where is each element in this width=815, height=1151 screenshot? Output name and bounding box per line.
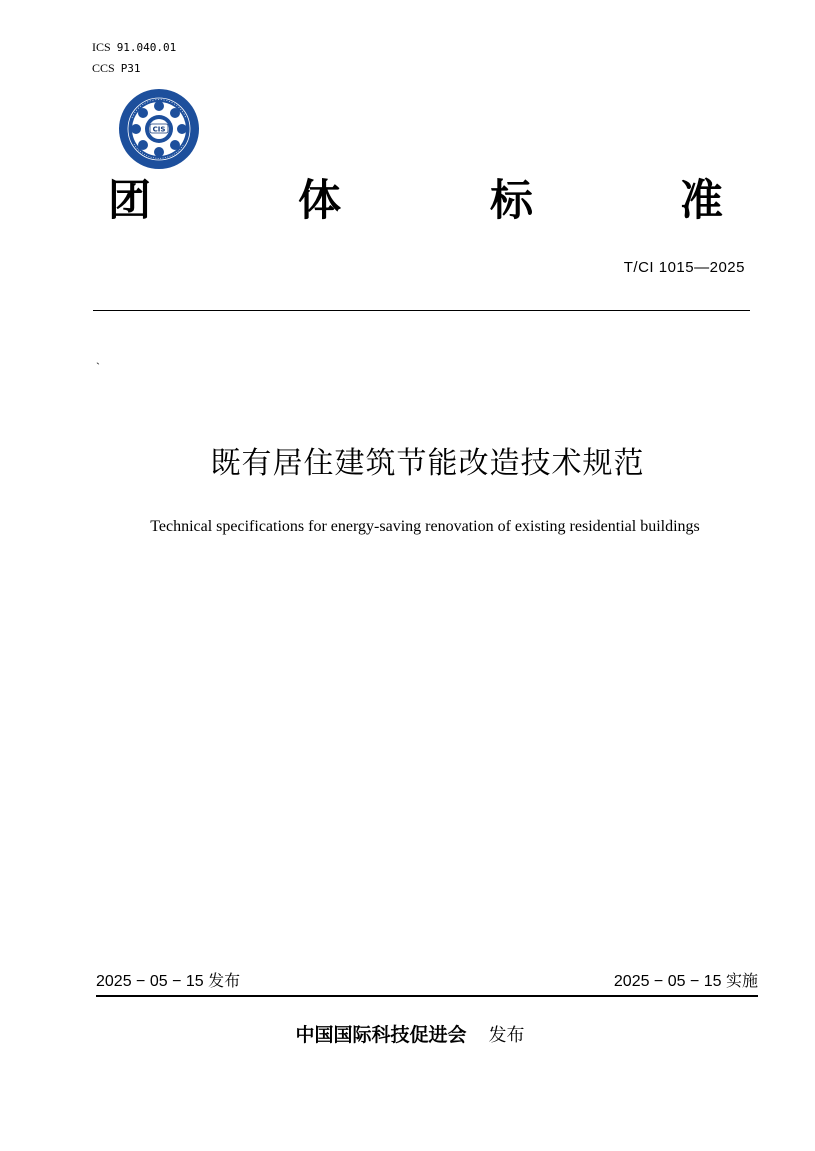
document-title-chinese: 既有居住建筑节能改造技术规范 xyxy=(210,446,645,481)
release-date: 2025 − 05 − 15 发布 xyxy=(96,973,241,990)
publisher-name: 中国国际科技促进会 xyxy=(295,1024,467,1046)
publisher-line xyxy=(0,1022,815,1049)
ccs-classification xyxy=(92,61,141,76)
ccs-label: CCS xyxy=(92,61,115,75)
category-title-char: 体 xyxy=(298,176,341,226)
organization-logo xyxy=(118,88,200,170)
ics-label: ICS xyxy=(92,40,111,54)
category-title-char: 准 xyxy=(680,176,723,226)
stray-mark: ` xyxy=(96,360,100,374)
publisher-suffix: 发布 xyxy=(488,1025,525,1046)
ics-code: 91.040.01 xyxy=(116,41,177,54)
ics-classification xyxy=(92,40,176,55)
header-divider xyxy=(93,310,750,311)
logo-lettering: CIS xyxy=(152,125,166,134)
category-title-char: 标 xyxy=(490,176,533,226)
standard-number: T/CI 1015—2025 xyxy=(623,259,745,276)
ccs-code: P31 xyxy=(120,62,141,75)
implementation-date: 2025 − 05 − 15 实施 xyxy=(613,973,758,990)
category-title-char: 团 xyxy=(108,176,151,226)
footer-divider xyxy=(96,995,758,997)
document-title-english: Technical specifications for energy-saving renovation of existing residential buildings xyxy=(150,518,700,535)
